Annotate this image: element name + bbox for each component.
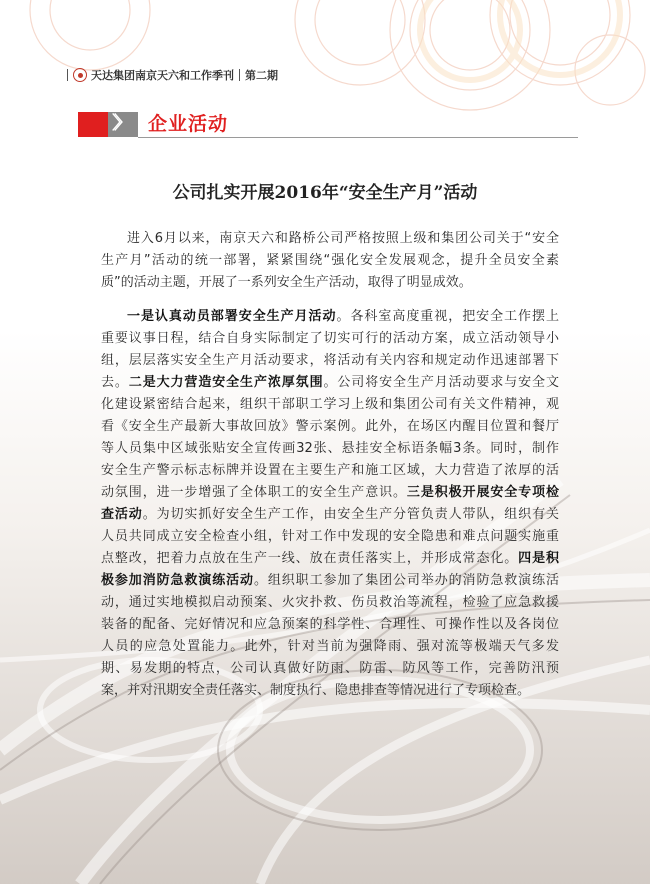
text-line: 组，层层落实安全生产月活动要求，将活动有关内容和规定动作迅速部署下 (101, 353, 559, 368)
text-line: 化建设紧密结合起来，组织干部职工学习上级和集团公司有关文件精神，观 (101, 397, 559, 412)
text-line: 动，通过实地模拟启动预案、火灾扑救、伤员救治等流程，检验了应急救援 (101, 595, 559, 610)
text-line: 人员的应急处置能力。此外，针对当前为强降雨、强对流等极端天气多发 (101, 639, 559, 654)
text-line (101, 306, 559, 328)
text-line: 安全生产警示标志标牌并设置在主要生产和施工区域，大力营造了浓厚的活 (101, 463, 559, 478)
text-span: 去。 (101, 375, 129, 390)
bold-heading: 四是积 (518, 551, 559, 566)
company-logo-icon (73, 68, 87, 82)
text-line: 期、易发期的特点，公司认真做好防雨、防雷、防风等工作，完善防汛预 (101, 661, 559, 676)
header-divider (239, 69, 240, 81)
page-header (62, 66, 278, 84)
text-line: 质”的活动主题，开展了一系列安全生产活动，取得了明显成效。 (101, 275, 472, 290)
text-span: 。公司将安全生产月活动要求与安全文 (323, 375, 559, 390)
text-line: 人员共同成立安全检查小组，针对工作中发现的安全隐患和难点问题实施重 (101, 529, 559, 544)
text-span: 。组织职工参加了集团公司举办的消防急救演练活 (253, 573, 559, 588)
text-span: 。为切实抓好安全生产工作，由安全生产分管负责人带队，组织有关 (142, 507, 559, 522)
bold-heading: 极参加消防急救演练活动 (101, 573, 254, 588)
banner-rule (138, 137, 578, 138)
bold-heading: 一是认真动员部署安全生产月活动 (127, 309, 337, 324)
bold-heading: 二是大力营造安全生产浓厚氛围 (128, 375, 324, 390)
text-span: 点整改，把着力点放在生产一线、放在责任落实上，并形成常态化。 (101, 551, 519, 566)
header-divider (67, 69, 68, 81)
section-banner (78, 112, 578, 138)
banner-red-block (78, 112, 108, 137)
text-line: 装备的配备、完好情况和应急预案的科学性、合理性、可操作性以及各岗位 (101, 617, 559, 632)
text-line (101, 372, 559, 394)
text-line (101, 504, 559, 526)
text-line: 重要议事日程，结合自身实际制定了切实可行的活动方案，成立活动领导小 (101, 331, 559, 346)
double-chevron-icon: 〉〉 (112, 113, 125, 134)
text-span: 动氛围，进一步增强了全体职工的安全生产意识。 (101, 485, 407, 500)
magazine-name: 天达集团南京天六和工作季刊 (91, 69, 234, 82)
text-line (101, 482, 559, 504)
text-line (101, 548, 559, 570)
text-line (101, 570, 559, 592)
section-title: 企业活动 (148, 113, 229, 135)
text-line: 进入6月以来，南京天六和路桥公司严格按照上级和集团公司关于“安全 (127, 231, 559, 246)
bold-heading: 查活动 (101, 507, 143, 522)
article-title: 公司扎实开展2016年“安全生产月”活动 (172, 183, 478, 203)
issue-number: 第二期 (245, 69, 278, 82)
text-line: 生产月”活动的统一部署，紧紧围绕“强化安全发展观念，提升全员安全素 (101, 253, 559, 268)
article-body (101, 228, 559, 702)
text-line: 案，并对汛期安全责任落实、制度执行、隐患排查等情况进行了专项检查。 (101, 683, 531, 698)
text-line: 等人员集中区域张贴安全宣传画32张、悬挂安全标语条幅3条。同时，制作 (101, 441, 559, 456)
text-line: 看《安全生产最新大事故回放》警示案例。此外，在场区内醒目位置和餐厅 (101, 419, 559, 434)
text-span: 。各科室高度重视，把安全工作摆上 (336, 309, 559, 324)
bold-heading: 三是积极开展安全专项检 (406, 485, 559, 500)
